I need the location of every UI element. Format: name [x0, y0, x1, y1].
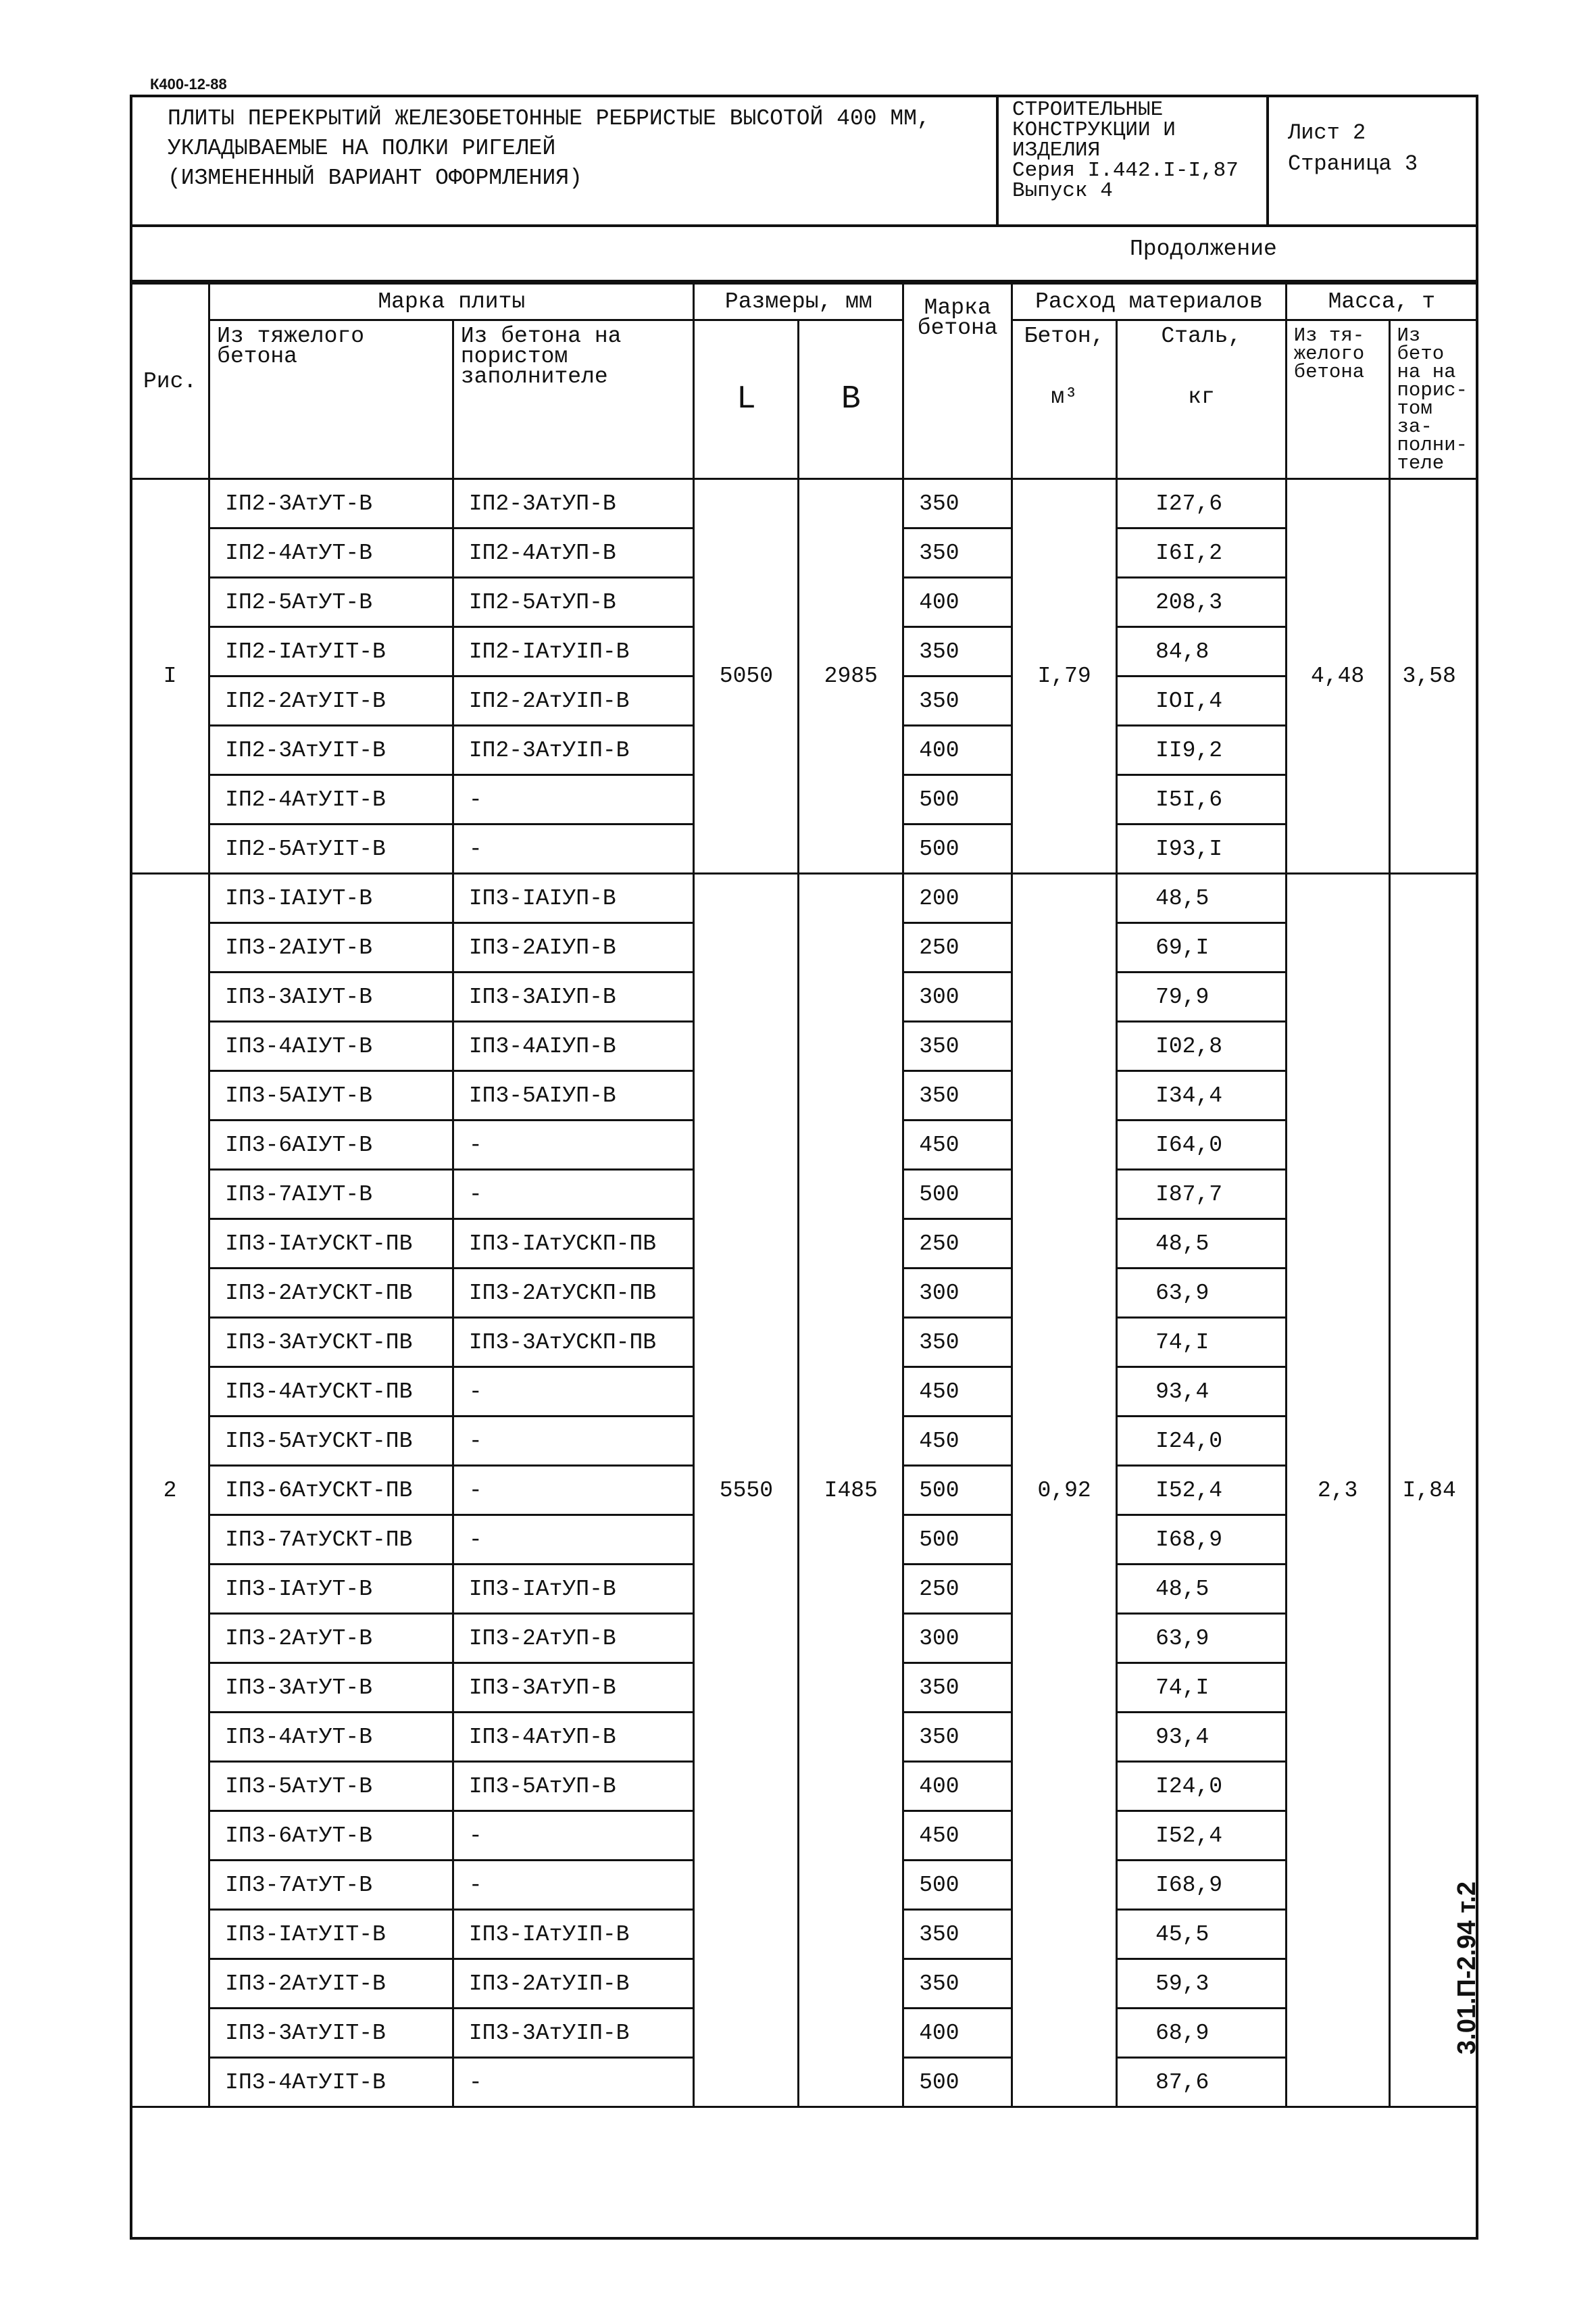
heavy-mark-cell: IП3-7АIУТ-В: [209, 1170, 453, 1219]
heavy-mark-cell: IП3-4АтУСКТ-ПВ: [209, 1367, 453, 1417]
steel-cell: 84,8: [1117, 627, 1287, 676]
heavy-mark-cell: IП3-7АтУТ-В: [209, 1861, 453, 1910]
heavy-mark-cell: IП2-3АтУТ-В: [209, 479, 453, 528]
heavy-mark-cell: IП2-3АтУIТ-В: [209, 726, 453, 775]
fig-cell: I: [131, 479, 209, 874]
concrete-grade-cell: 450: [903, 1417, 1012, 1466]
porous-mark-cell: IП3-3АтУСКП-ПВ: [453, 1318, 694, 1367]
mass-heavy-cell: 4,48: [1286, 479, 1389, 874]
steel-cell: I52,4: [1117, 1811, 1287, 1861]
porous-mark-cell: IП3-3АIУП-В: [453, 973, 694, 1022]
heavy-mark-cell: IП2-5АтУIТ-В: [209, 824, 453, 874]
steel-cell: 74,I: [1117, 1318, 1287, 1367]
porous-mark-cell: IП3-IАтУП-В: [453, 1565, 694, 1614]
concrete-grade-cell: 300: [903, 973, 1012, 1022]
heavy-mark-cell: IП3-5АтУТ-В: [209, 1762, 453, 1811]
concrete-grade-cell: 250: [903, 923, 1012, 973]
heavy-mark-cell: IП3-IАIУТ-В: [209, 874, 453, 923]
sheet-cell: [1269, 95, 1478, 224]
series-line: Выпуск 4: [1012, 179, 1113, 203]
header-width: B: [799, 320, 903, 479]
steel-cell: 93,4: [1117, 1367, 1287, 1417]
porous-mark-cell: IП2-2АтУIП-В: [453, 676, 694, 726]
concrete-label: Бетон,: [1024, 324, 1105, 349]
steel-cell: I68,9: [1117, 1515, 1287, 1565]
concrete-grade-cell: 350: [903, 479, 1012, 528]
porous-mark-cell: IП3-IАIУП-В: [453, 874, 694, 923]
steel-cell: II9,2: [1117, 726, 1287, 775]
series-line: Серия I.442.I-I,87: [1012, 159, 1239, 182]
porous-mark-cell: -: [453, 1121, 694, 1170]
series-line: КОНСТРУКЦИИ И: [1012, 118, 1176, 142]
concrete-grade-cell: 350: [903, 1318, 1012, 1367]
width-cell: I485: [799, 874, 903, 2107]
header-concrete-volume: [1012, 320, 1117, 479]
header-sizes: Размеры, мм: [694, 284, 903, 320]
steel-cell: 45,5: [1117, 1910, 1287, 1959]
steel-cell: 69,I: [1117, 923, 1287, 973]
concrete-unit: м³: [1051, 385, 1078, 410]
heavy-mark-cell: IП3-7АтУСКТ-ПВ: [209, 1515, 453, 1565]
steel-cell: I64,0: [1117, 1121, 1287, 1170]
porous-mark-cell: IП3-2АтУСКП-ПВ: [453, 1269, 694, 1318]
heavy-mark-cell: IП3-5АIУТ-В: [209, 1071, 453, 1121]
steel-cell: I34,4: [1117, 1071, 1287, 1121]
width-cell: 2985: [799, 479, 903, 874]
porous-mark-cell: -: [453, 824, 694, 874]
header-porous-concrete: Из бетона на пористом заполнителе: [453, 320, 694, 479]
concrete-grade-cell: 400: [903, 578, 1012, 627]
concrete-grade-cell: 350: [903, 1071, 1012, 1121]
heavy-mark-cell: IП3-4АтУТ-В: [209, 1713, 453, 1762]
concrete-grade-cell: 350: [903, 528, 1012, 578]
steel-cell: I27,6: [1117, 479, 1287, 528]
steel-cell: 48,5: [1117, 874, 1287, 923]
concrete-grade-cell: 500: [903, 2058, 1012, 2107]
steel-cell: 63,9: [1117, 1614, 1287, 1663]
steel-unit: кг: [1188, 385, 1215, 410]
porous-mark-cell: IП3-5АтУП-В: [453, 1762, 694, 1811]
heavy-mark-cell: IП3-2АтУТ-В: [209, 1614, 453, 1663]
porous-mark-cell: -: [453, 2058, 694, 2107]
heavy-mark-cell: IП2-4АтУТ-В: [209, 528, 453, 578]
heavy-mark-cell: IП3-IАтУIТ-В: [209, 1910, 453, 1959]
porous-mark-cell: IП3-IАтУСКП-ПВ: [453, 1219, 694, 1269]
concrete-grade-cell: 450: [903, 1121, 1012, 1170]
title-line: ПЛИТЫ ПЕРЕКРЫТИЙ ЖЕЛЕЗОБЕТОННЫЕ РЕБРИСТЫЕ ВЫСОТОЙ 400 ММ,: [168, 106, 930, 131]
concrete-grade-cell: 400: [903, 2009, 1012, 2058]
heavy-mark-cell: IП3-IАтУСКТ-ПВ: [209, 1219, 453, 1269]
steel-cell: I02,8: [1117, 1022, 1287, 1071]
title-cell: [130, 95, 999, 224]
steel-cell: 59,3: [1117, 1959, 1287, 2009]
porous-mark-cell: IП3-2АтУIП-В: [453, 1959, 694, 2009]
steel-cell: 48,5: [1117, 1219, 1287, 1269]
heavy-mark-cell: IП3-6АтУСКТ-ПВ: [209, 1466, 453, 1515]
header-steel: [1117, 320, 1287, 479]
steel-cell: 79,9: [1117, 973, 1287, 1022]
steel-cell: 48,5: [1117, 1565, 1287, 1614]
steel-cell: I6I,2: [1117, 528, 1287, 578]
heavy-mark-cell: IП3-3АIУТ-В: [209, 973, 453, 1022]
porous-mark-cell: IП3-2АтУП-В: [453, 1614, 694, 1663]
heavy-mark-cell: IП3-IАтУТ-В: [209, 1565, 453, 1614]
heavy-mark-cell: IП3-6АIУТ-В: [209, 1121, 453, 1170]
concrete-grade-cell: 350: [903, 1022, 1012, 1071]
concrete-grade-cell: 500: [903, 1861, 1012, 1910]
length-cell: 5550: [694, 874, 799, 2107]
heavy-mark-cell: IП3-2АтУIТ-В: [209, 1959, 453, 2009]
title-line: (ИЗМЕНЕННЫЙ ВАРИАНТ ОФОРМЛЕНИЯ): [168, 166, 582, 191]
porous-mark-cell: IП3-4АIУП-В: [453, 1022, 694, 1071]
mass-porous-cell: I,84: [1389, 874, 1477, 2107]
table-row: [131, 874, 1478, 923]
page-label: Страница 3: [1288, 151, 1418, 176]
series-line: СТРОИТЕЛЬНЫЕ: [1012, 98, 1164, 122]
concrete-grade-cell: 350: [903, 627, 1012, 676]
heavy-mark-cell: IП3-3АтУСКТ-ПВ: [209, 1318, 453, 1367]
heavy-mark-cell: IП3-3АтУIТ-В: [209, 2009, 453, 2058]
porous-mark-cell: -: [453, 1861, 694, 1910]
series-cell: [999, 95, 1269, 224]
concrete-grade-cell: 500: [903, 1466, 1012, 1515]
porous-mark-cell: -: [453, 1811, 694, 1861]
concrete-grade-cell: 300: [903, 1269, 1012, 1318]
steel-cell: IOI,4: [1117, 676, 1287, 726]
heavy-mark-cell: IП3-3АтУТ-В: [209, 1663, 453, 1713]
steel-cell: I93,I: [1117, 824, 1287, 874]
header-mass-porous: Из бето на на порис- том за- полни- теле: [1389, 320, 1477, 479]
continuation-label: Продолжение: [1130, 237, 1277, 262]
porous-mark-cell: IП2-3АтУП-В: [453, 479, 694, 528]
concrete-grade-cell: 500: [903, 1515, 1012, 1565]
steel-cell: I5I,6: [1117, 775, 1287, 824]
continuation-row: [130, 227, 1478, 282]
header-length: L: [694, 320, 799, 479]
fig-cell: 2: [131, 874, 209, 2107]
porous-mark-cell: IП3-3АтУIП-В: [453, 2009, 694, 2058]
side-document-code: 3.01.П-2.94 т.2: [1453, 1881, 1481, 2054]
concrete-volume-cell: I,79: [1012, 479, 1117, 874]
porous-mark-cell: -: [453, 1367, 694, 1417]
header-mass-heavy: Из тя- желого бетона: [1286, 320, 1389, 479]
steel-cell: I87,7: [1117, 1170, 1287, 1219]
header-slab-mark: Марка плиты: [209, 284, 694, 320]
title-line: УКЛАДЫВАЕМЫЕ НА ПОЛКИ РИГЕЛЕЙ: [168, 136, 556, 161]
heavy-mark-cell: IП3-2АIУТ-В: [209, 923, 453, 973]
header-concrete-grade: Марка бетона: [903, 284, 1012, 479]
header-materials: Расход материалов: [1012, 284, 1287, 320]
steel-cell: 74,I: [1117, 1663, 1287, 1713]
heavy-mark-cell: IП2-4АтУIТ-В: [209, 775, 453, 824]
concrete-grade-cell: 400: [903, 726, 1012, 775]
heavy-mark-cell: IП2-5АтУТ-В: [209, 578, 453, 627]
mass-heavy-cell: 2,3: [1286, 874, 1389, 2107]
table-row: [131, 479, 1478, 528]
porous-mark-cell: -: [453, 1466, 694, 1515]
sheet-label: Лист 2: [1288, 120, 1366, 145]
concrete-grade-cell: 450: [903, 1811, 1012, 1861]
porous-mark-cell: IП2-5АтУП-В: [453, 578, 694, 627]
header-heavy-concrete: Из тяжелого бетона: [209, 320, 453, 479]
porous-mark-cell: -: [453, 1515, 694, 1565]
steel-cell: I68,9: [1117, 1861, 1287, 1910]
series-line: ИЗДЕЛИЯ: [1012, 139, 1101, 162]
steel-cell: I24,0: [1117, 1417, 1287, 1466]
heavy-mark-cell: IП3-4АIУТ-В: [209, 1022, 453, 1071]
steel-cell: 63,9: [1117, 1269, 1287, 1318]
heavy-mark-cell: IП2-2АтУIТ-В: [209, 676, 453, 726]
title-block: [130, 95, 1478, 227]
length-cell: 5050: [694, 479, 799, 874]
concrete-grade-cell: 200: [903, 874, 1012, 923]
steel-cell: 208,3: [1117, 578, 1287, 627]
concrete-volume-cell: 0,92: [1012, 874, 1117, 2107]
header-fig: Рис.: [131, 284, 209, 479]
porous-mark-cell: IП3-IАтУIП-В: [453, 1910, 694, 1959]
porous-mark-cell: IП2-IАтУIП-В: [453, 627, 694, 676]
porous-mark-cell: -: [453, 1170, 694, 1219]
concrete-grade-cell: 500: [903, 1170, 1012, 1219]
document-code: К400-12-88: [150, 76, 227, 93]
concrete-grade-cell: 500: [903, 824, 1012, 874]
porous-mark-cell: IП3-4АтУП-В: [453, 1713, 694, 1762]
heavy-mark-cell: IП3-6АтУТ-В: [209, 1811, 453, 1861]
porous-mark-cell: IП3-5АIУП-В: [453, 1071, 694, 1121]
steel-cell: 87,6: [1117, 2058, 1287, 2107]
steel-cell: I52,4: [1117, 1466, 1287, 1515]
concrete-grade-cell: 350: [903, 676, 1012, 726]
steel-label: Сталь,: [1161, 324, 1242, 349]
concrete-grade-cell: 350: [903, 1910, 1012, 1959]
concrete-grade-cell: 350: [903, 1959, 1012, 2009]
porous-mark-cell: IП3-3АтУП-В: [453, 1663, 694, 1713]
concrete-grade-cell: 450: [903, 1367, 1012, 1417]
concrete-grade-cell: 250: [903, 1565, 1012, 1614]
porous-mark-cell: -: [453, 775, 694, 824]
mass-porous-cell: 3,58: [1389, 479, 1477, 874]
porous-mark-cell: IП2-4АтУП-В: [453, 528, 694, 578]
concrete-grade-cell: 300: [903, 1614, 1012, 1663]
porous-mark-cell: IП3-2АIУП-В: [453, 923, 694, 973]
concrete-grade-cell: 250: [903, 1219, 1012, 1269]
steel-cell: I24,0: [1117, 1762, 1287, 1811]
steel-cell: 68,9: [1117, 2009, 1287, 2058]
concrete-grade-cell: 350: [903, 1663, 1012, 1713]
concrete-grade-cell: 350: [903, 1713, 1012, 1762]
porous-mark-cell: IП2-3АтУIП-В: [453, 726, 694, 775]
steel-cell: 93,4: [1117, 1713, 1287, 1762]
heavy-mark-cell: IП3-4АтУIТ-В: [209, 2058, 453, 2107]
porous-mark-cell: -: [453, 1417, 694, 1466]
heavy-mark-cell: IП3-5АтУСКТ-ПВ: [209, 1417, 453, 1466]
concrete-grade-cell: 500: [903, 775, 1012, 824]
concrete-grade-cell: 400: [903, 1762, 1012, 1811]
header-mass: Масса, т: [1286, 284, 1477, 320]
table-body: [131, 479, 1478, 2107]
specification-table: [130, 282, 1478, 2108]
heavy-mark-cell: IП2-IАтУIТ-В: [209, 627, 453, 676]
heavy-mark-cell: IП3-2АтУСКТ-ПВ: [209, 1269, 453, 1318]
